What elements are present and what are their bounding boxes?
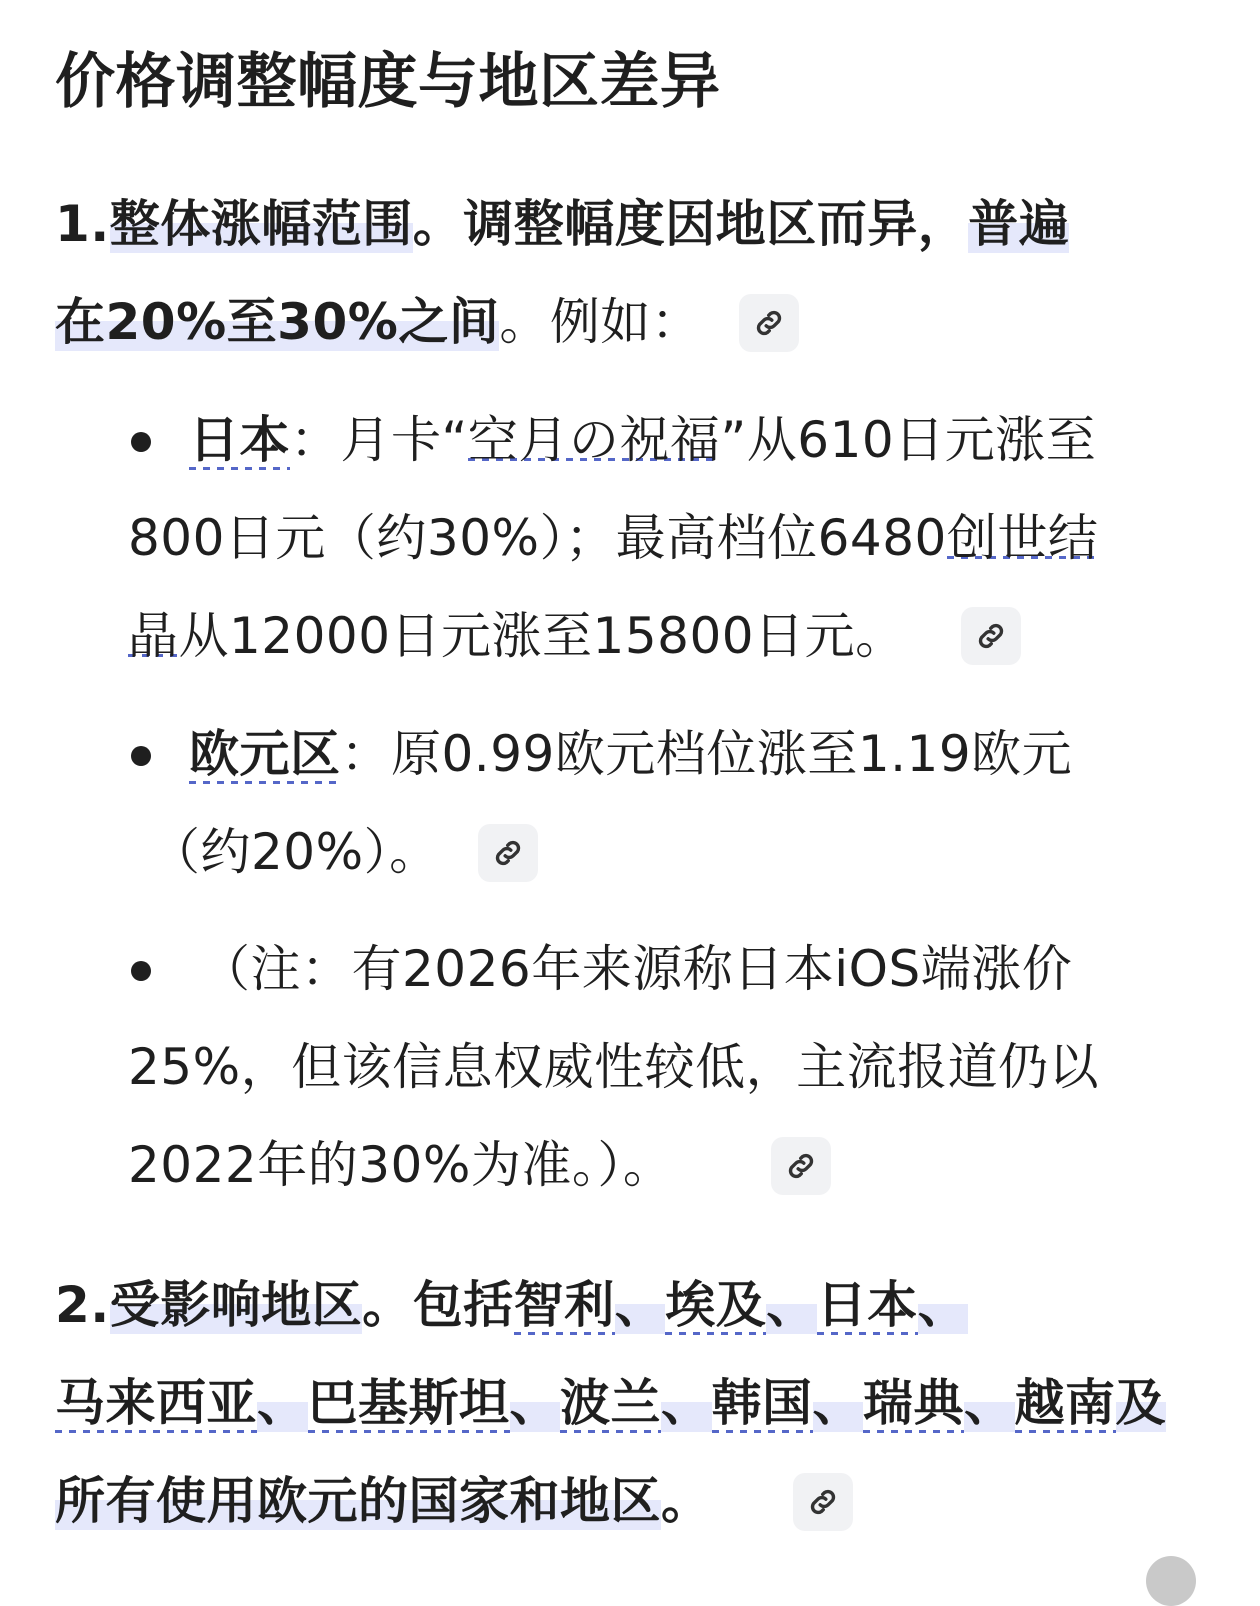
source-link-button-1[interactable]: [739, 294, 799, 352]
page-title: 价格调整幅度与地区差异: [55, 47, 721, 117]
note-line-1: [200, 929, 1072, 1009]
euro-text-1: 原0.99欧元档位涨至1.19欧元: [391, 725, 1073, 783]
japan-text-1: 月卡“: [340, 411, 468, 469]
region-link-pakistan[interactable]: 巴基斯坦: [307, 1374, 510, 1432]
link-icon: [974, 619, 1008, 653]
point-1-line-1: [55, 184, 1069, 264]
source-link-button-2[interactable]: [961, 607, 1021, 665]
link-icon: [752, 306, 786, 340]
japan-item-link-2b[interactable]: 晶: [128, 607, 179, 665]
region-link-japan[interactable]: 日本: [816, 1276, 918, 1334]
point-2-line-1: [55, 1265, 968, 1345]
note-line-3: [128, 1125, 673, 1205]
region-link-korea[interactable]: 韩国: [711, 1374, 813, 1432]
point-2-title: 受影响地区: [109, 1276, 363, 1334]
point-1-number: 1.: [55, 195, 110, 253]
japan-colon: ：: [290, 411, 341, 469]
japan-text-3: 800日元（约30%）；最高档位6480: [128, 509, 947, 567]
euro-text-2: （约20%）。: [150, 823, 440, 881]
separator: 、: [964, 1374, 1015, 1432]
euro-line-1: [189, 714, 1072, 794]
japan-line-3: [128, 596, 906, 676]
japan-line-1: [189, 400, 1096, 480]
source-link-button-3[interactable]: [478, 824, 538, 882]
region-link-chile[interactable]: 智利: [513, 1276, 615, 1334]
source-link-button-4[interactable]: [771, 1137, 831, 1195]
japan-label[interactable]: 日本: [189, 411, 290, 469]
region-link-poland[interactable]: 波兰: [560, 1374, 661, 1432]
point-1-title: 整体涨幅范围: [109, 195, 413, 253]
note-text-3: 2022年的30%为准。）。: [128, 1136, 674, 1194]
link-icon: [806, 1485, 840, 1519]
euro-colon: ：: [340, 725, 391, 783]
euro-label[interactable]: 欧元区: [189, 725, 341, 783]
separator: 、: [509, 1374, 560, 1432]
japan-text-2: ”从610日元涨至: [720, 411, 1097, 469]
japan-text-4: 从12000日元涨至15800日元。: [178, 607, 906, 665]
note-line-2: [128, 1027, 1099, 1107]
region-link-egypt[interactable]: 埃及: [665, 1276, 767, 1334]
link-icon: [784, 1149, 818, 1183]
link-icon: [491, 836, 525, 870]
region-link-malaysia[interactable]: 马来西亚: [55, 1374, 257, 1432]
source-link-button-5[interactable]: [793, 1473, 853, 1531]
point-1-example-intro: 。例如：: [499, 293, 702, 351]
region-link-sweden[interactable]: 瑞典: [863, 1374, 964, 1432]
point-2-intro: 。包括: [362, 1276, 514, 1334]
separator: 、: [257, 1374, 308, 1432]
japan-item-link-1[interactable]: 空月の祝福: [467, 411, 721, 469]
conjunction: 及: [1115, 1374, 1166, 1432]
bullet-dot: [131, 961, 151, 981]
note-text-1: （注：有2026年来源称日本iOS端涨价: [200, 940, 1073, 998]
scroll-to-bottom-button[interactable]: [1146, 1556, 1196, 1606]
separator: 、: [614, 1276, 666, 1334]
separator: 、: [661, 1374, 712, 1432]
point-1-highlight-b: 在20%至30%之间: [55, 293, 500, 351]
separator: 、: [812, 1374, 863, 1432]
point-2-tail: 所有使用欧元的国家和地区: [55, 1472, 661, 1530]
bullet-dot: [131, 432, 151, 452]
japan-item-link-2a[interactable]: 创世结: [946, 509, 1099, 567]
japan-line-2: [128, 498, 1098, 578]
euro-line-2: [150, 812, 440, 892]
note-text-2: 25%，但该信息权威性较低，主流报道仍以: [128, 1038, 1100, 1096]
separator: 、: [766, 1276, 817, 1334]
point-1-line-2: [55, 282, 701, 362]
region-link-vietnam[interactable]: 越南: [1014, 1374, 1116, 1432]
point-2-line-3: [55, 1461, 712, 1541]
separator: 、: [917, 1276, 969, 1334]
bullet-dot: [131, 746, 151, 766]
point-2-number: 2.: [55, 1276, 110, 1334]
point-1-highlight-a: 普遍: [968, 195, 1070, 253]
point-1-sentence: 。调整幅度因地区而异，: [412, 195, 969, 253]
point-2-line-2: [55, 1363, 1166, 1443]
point-2-end: 。: [661, 1472, 712, 1530]
